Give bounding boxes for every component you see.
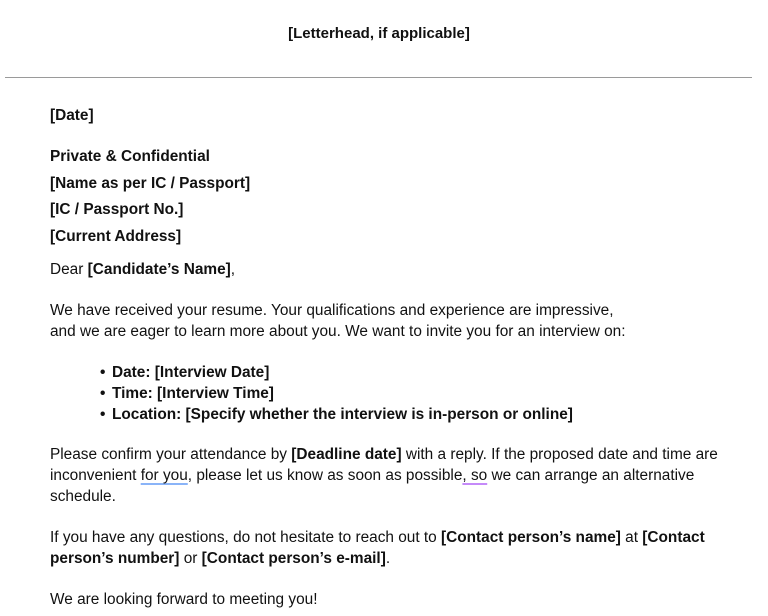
grammar-suggestion-for-you[interactable]: for you — [140, 467, 188, 484]
detail-text: Location: [Specify whether the interview is in-person or online] — [112, 406, 573, 423]
confirm-text: , please let us know as soon as possible — [187, 467, 463, 484]
letterhead-placeholder: [Letterhead, if applicable] — [288, 25, 470, 42]
confirm-paragraph — [50, 444, 750, 507]
detail-item-location — [100, 404, 760, 425]
letter-body — [50, 105, 760, 610]
detail-text: Date: [Interview Date] — [112, 364, 270, 381]
contact-email-placeholder: [Contact person’s e-mail] — [201, 550, 386, 567]
recipient-name-placeholder: [Name as per IC / Passport] — [50, 174, 251, 192]
recipient-block — [50, 146, 760, 252]
intro-line-2: and we are eager to learn more about you. We want to invite you for an interview on: — [50, 323, 626, 340]
bullet-icon: • — [100, 406, 106, 423]
salutation — [50, 259, 760, 280]
detail-item-date — [100, 362, 760, 383]
detail-item-time — [100, 383, 760, 404]
recipient-id-placeholder: [IC / Passport No.] — [50, 201, 184, 218]
contact-paragraph — [50, 527, 750, 569]
intro-paragraph — [50, 300, 760, 342]
contact-text: . — [385, 550, 391, 567]
contact-name-placeholder: [Contact person’s name] — [441, 529, 621, 546]
candidate-name-placeholder: [Candidate’s Name] — [87, 261, 231, 278]
detail-text: Time: [Interview Time] — [112, 385, 274, 402]
recipient-address-placeholder: [Current Address] — [50, 227, 182, 245]
salutation-suffix: , — [230, 261, 236, 278]
contact-text: If you have any questions, do not hesitate to reach out to — [50, 529, 442, 546]
confirm-text: we can arrange an alternative schedule. — [50, 467, 695, 505]
confidential-label: Private & Confidential — [50, 148, 210, 165]
contact-text: at — [620, 529, 643, 546]
confirm-text: Please confirm your attendance by — [50, 446, 292, 463]
interview-details-list — [50, 362, 760, 425]
header-divider — [5, 77, 752, 78]
salutation-prefix: Dear — [50, 261, 88, 278]
intro-line-1: We have received your resume. Your qualifications and experience are impressive, — [50, 302, 614, 319]
date-placeholder: [Date] — [50, 107, 94, 124]
deadline-placeholder: [Deadline date] — [291, 446, 402, 463]
confirm-text: with a reply. If the proposed date and time are inconvenient — [50, 446, 718, 484]
contact-text: or — [179, 550, 202, 567]
style-suggestion-comma-so[interactable]: , so — [462, 467, 488, 484]
contact-number-placeholder: [Contact person’s number] — [50, 529, 705, 567]
bullet-icon: • — [100, 364, 106, 381]
bullet-icon: • — [100, 385, 106, 402]
closing-line: We are looking forward to meeting you! — [50, 591, 318, 608]
